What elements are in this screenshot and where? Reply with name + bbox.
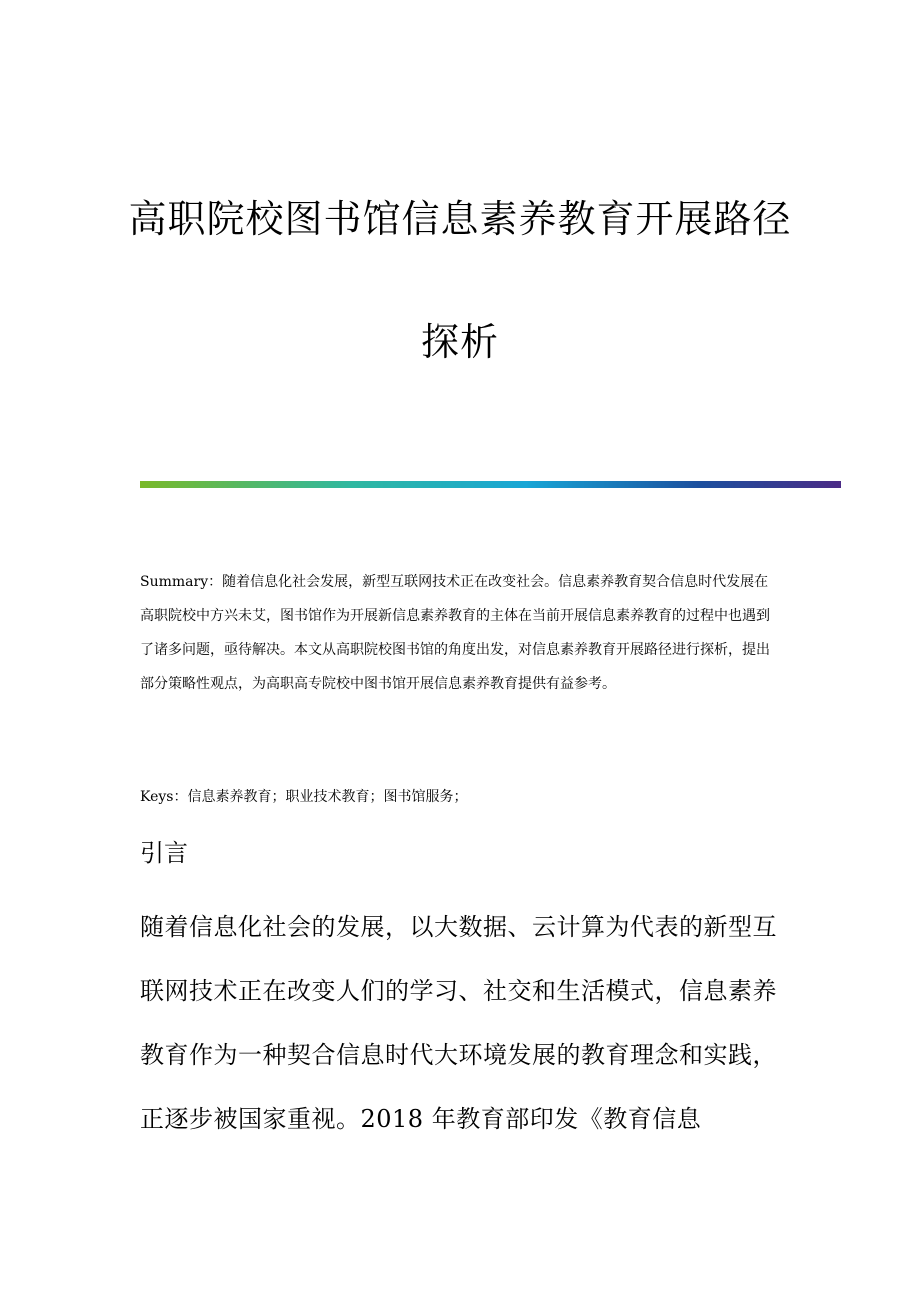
document-title-line-1: 高职院校图书馆信息素养教育开展路径 — [128, 197, 792, 241]
gradient-divider — [140, 481, 841, 488]
document-title-line-2: 探析 — [420, 320, 499, 364]
body-paragraph: 随着信息化社会的发展，以大数据、云计算为代表的新型互联网技术正在改变人们的学习、社交和生活模式，信息素养教育作为一种契合信息时代大环境发展的教育理念和实践，正逐步被国家重视。2018 年教育部印发《教育信息 — [140, 913, 777, 1133]
section-heading-introduction: 引言 — [140, 839, 188, 867]
keywords-line: Keys：信息素养教育；职业技术教育；图书馆服务； — [140, 789, 468, 805]
summary-paragraph: Summary：随着信息化社会发展，新型互联网技术正在改变社会。信息素养教育契合信息时代发展在高职院校中方兴未艾，图书馆作为开展新信息素养教育的主体在当前开展信息素养教育的过程中也遇到了诸多问题，亟待解决。本文从高职院校图书馆的角度出发，对信息素养教育开展路径进行探析，提出部分策略性观点，为高职高专院校中图书馆开展信息素养教育提供有益参考。 — [140, 574, 770, 692]
